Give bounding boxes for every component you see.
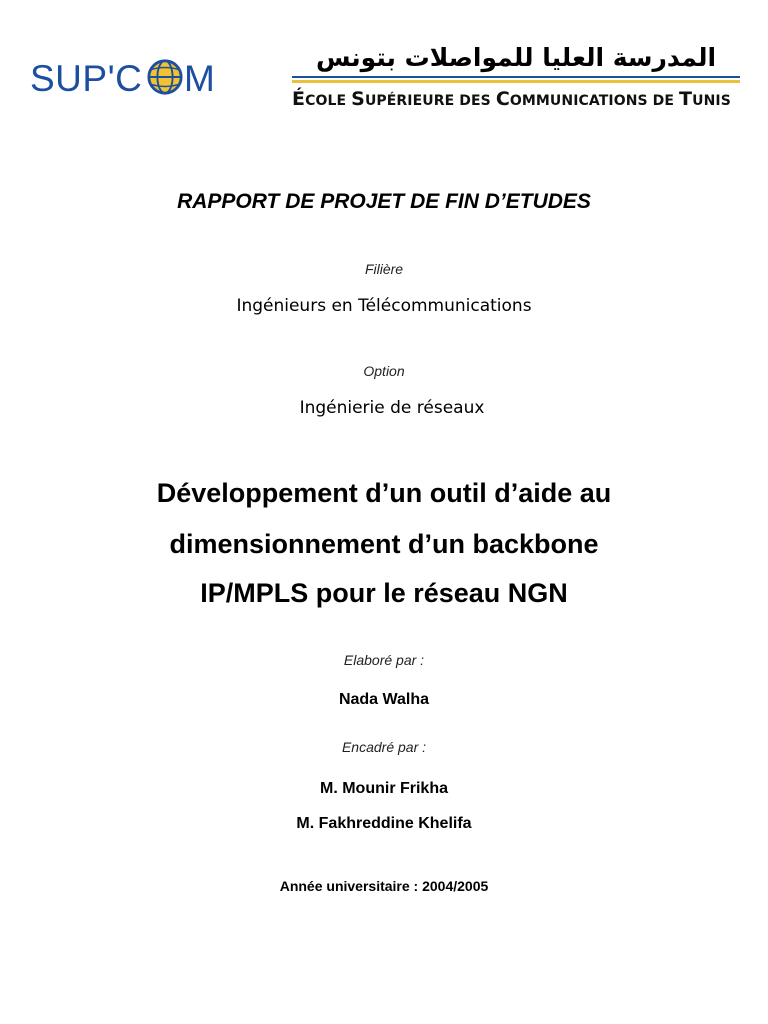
filiere-value: Ingénieurs en Télécommunications <box>236 296 532 316</box>
elabore-label: Elaboré par : <box>343 652 425 668</box>
project-subject-line: Développement d’un outil d’aide au <box>156 478 612 508</box>
arabic-school-name: المدرسة العليا للمواصلات بتونس <box>315 43 717 72</box>
project-subject-line: dimensionnement d’un backbone <box>169 529 599 559</box>
supervisor-name: M. Fakhreddine Khelifa <box>296 815 472 832</box>
supcom-logo <box>30 52 240 108</box>
globe-icon <box>146 58 184 96</box>
option-label: Option <box>363 363 405 379</box>
logo-text-suffix: M <box>184 58 215 99</box>
encadre-label: Encadré par : <box>341 739 427 755</box>
supervisor-name: M. Mounir Frikha <box>320 780 448 797</box>
header-rule-blue <box>292 76 740 78</box>
project-subject-line: IP/MPLS pour le réseau NGN <box>200 578 568 608</box>
academic-year: Année universitaire : 2004/2005 <box>279 878 489 894</box>
header-rule-gold <box>292 80 740 83</box>
author-name: Nada Walha <box>338 691 430 708</box>
school-name: ÉCOLE SUPÉRIEURE DES COMMUNICATIONS DE TUNIS <box>292 88 731 110</box>
filiere-label: Filière <box>364 261 404 277</box>
report-title: RAPPORT DE PROJET DE FIN D’ETUDES <box>177 190 591 213</box>
option-value: Ingénierie de réseaux <box>299 398 485 418</box>
logo-text: SUP'C <box>30 58 143 99</box>
